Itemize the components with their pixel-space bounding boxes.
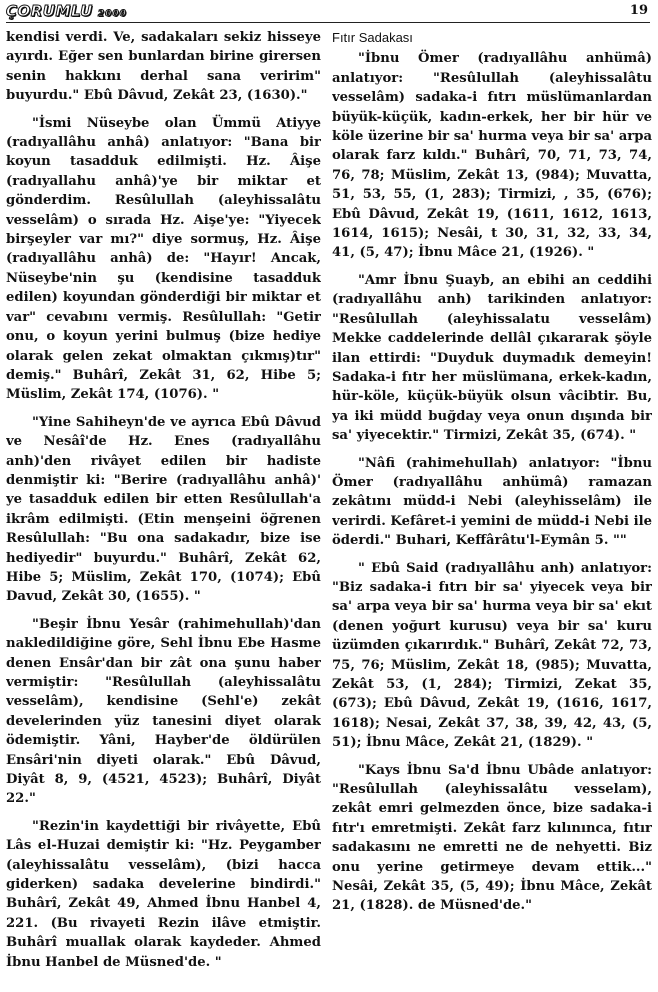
paragraph: "İbnu Ömer (radıyallâhu anhümâ) anlatıyor: "Resûlullah (aleyhissalâtu vesselâm) sadaka-i fıtrı müslümanlardan büyük-küçük, kadın-erkek, her bir hür ve köle üzerine bir sa' hurma veya bir sa' arpa olarak farz kıldı." Buhârî, 70, 71, 73, 74, 76, 78; Müslim, Zekât 13, (984); Muvatta, 51, 53, 55, (1, 283); Tirmizi, , 35, (676); Ebû Dâvud, Zekât 19, (1611, 1612, 1613, 1614, 1615); Nesâi, t 30, 31, 32, 33, 34, 41, (5, 47); İbnu Mâce 21, (1926). " <box>332 51 652 261</box>
paragraph: "Kays İbnu Sa'd İbnu Ubâde anlatıyor: "Resûlullah (aleyhissalâtu vesselam), zekât emri gelmezden önce, bize sadaka-i fıtr'ı emretmişti. Zekât farz kılınınca, fıtır sadakasını ne emretti ne de nehyetti. Biz onu yerine getirmeye devam ettik..." Nesâi, Zekât 35, (5, 49); İbnu Mâce, Zekât 21, (1828). de Müsned'de." <box>332 762 652 914</box>
paragraph: "Amr İbnu Şuayb, an ebihi an ceddihi (radıyallâhu anh) tarikinden anlatıyor: "Resûlullah (aleyhissalatu vesselâm) Mekke caddelerinde dellâl çıkararak şöyle ilan ettirdi: "Duyduk duymadık demeyin! Sadaka-i fıtr her müslümana, erkek-kadın, hür-köle, küçük-büyük olsun vâcibtir. Bu, ya iki müdd buğday veya onun dışında bir sa' yiyecektir." Tirmizi, Zekât 35, (674). " <box>332 272 652 444</box>
page-number: 19 <box>629 3 648 18</box>
masthead-title: ÇORUMLU <box>6 2 93 20</box>
paragraph: kendisi verdi. Ve, sadakaları sekiz hisseye ayırdı. Eğer sen bunlardan birine girersen senin hakkını derhal sana veririm" buyurdu." Ebû Dâvud, Zekât 23, (1630)." <box>6 30 321 104</box>
paragraph: "Beşir İbnu Yesâr (rahimehullah)'dan nakledildiğine göre, Sehl İbnu Ebe Hasme denen Ensâr'dan bir zât ona şunu haber vermiştir: "Resûlullah (aleyhissalâtu vesselâm), kendisine (Sehl'e) zekât develerinden yüz tanesini diyet olarak ödemiştir. Yâni, Hayber'de öldürülen Ensâri'nin diyeti olarak." Ebû Dâvud, Diyât 8, 9, (4521, 4523); Buhârî, Diyât 22." <box>6 616 321 807</box>
left-column <box>6 28 321 988</box>
section-title: Fıtır Sadakası <box>332 30 413 45</box>
paragraph: "Nâfi (rahimehullah) anlatıyor: "İbnu Ömer (radıyallâhu anhümâ) ramazan zekâtını müdd-i Nebi (aleyhisselâm) ile verirdi. Kefâret-i yemini de müdd-i Nebi ile öderdi." Buhari, Keffârâtu'l-Eymân 5. "" <box>332 455 652 549</box>
masthead-year: 2000 <box>97 9 127 19</box>
magazine-masthead <box>6 2 127 20</box>
paragraph: "Rezin'in kaydettiği bir rivâyette, Ebû Lâs el-Huzai demiştir ki: "Hz. Peygamber (aleyhissalâtu vesselâm), (bizi hacca giderken) sadaka develerine bindirdi." Buhârî, Zekât 49, Ahmed İbnu Hanbel 4, 221. (Bu rivayeti Rezin ilâve etmiştir. Buhârî muallak olarak kaydeder. Ahmed İbnu Hanbel de Müsned'de. " <box>6 818 321 970</box>
paragraph: " Ebû Said (radıyallâhu anh) anlatıyor: "Biz sadaka-i fıtrı bir sa' yiyecek veya bir sa' arpa veya bir sa' hurma veya bir sa' ekıt (denen yoğurt kurusu) veya bir sa' kuru üzümden çıkarırdık." Buhârî, Zekât 72, 73, 75, 76; Müslim, Zekât 18, (985); Muvatta, Zekât 53, (1, 284); Tirmizi, Zekat 35, (673); Ebû Dâvud, Zekât 19, (1616, 1617, 1618); Nesai, Zekât 37, 38, 39, 42, 43, (5, 51); İbnu Mâce, Zekât 21, (1829). " <box>332 560 652 751</box>
page-header <box>6 2 650 23</box>
paragraph: "İsmi Nüseybe olan Ümmü Atiyye (radıyallâhu anhâ) anlatıyor: "Bana bir koyun tasadduk edilmişti. Hz. Âişe (radıyallahu anhâ)'ye bir miktar et gönderdim. Resûlullah (aleyhissalâtu vesselâm) o sırada Hz. Aişe'ye: "Yiyecek birşeyler var mı?" diye sormuş, Hz. Âişe (radıyallâhu anhâ) de: "Hayır! Ancak, Nüseybe'nin şu (kendisine tasadduk edilen) koyundan gönderdiği bir miktar et var" cevabını vermiş. Resûlullah: "Getir onu, o koyun yerini bulmuş (bize hediye olarak gelen zekat olmaktan çıkmış)tır" demiş." Buhârî, Zekât 31, 62, Hibe 5; Müslim, Zekât 174, (1076). " <box>6 115 321 403</box>
paragraph: "Yine Sahiheyn'de ve ayrıca Ebû Dâvud ve Nesâî'de Hz. Enes (radıyallâhu anh)'den rivâyet edilen bir hadiste denmiştir ki: "Berire (radıyallâhu anhâ)' ye tasadduk edilen bir etten Resûlullah'a ikrâm edilmişti. (Etin menşeini öğrenen Resûlullah: "Bu ona sadakadır, bize ise hediyedir" buyurdu." Buhârî, Zekât 62, Hibe 5; Müslim, Zekât 170, (1074); Ebû Davud, Zekât 30, (1655). " <box>6 414 321 605</box>
right-column <box>332 28 652 988</box>
